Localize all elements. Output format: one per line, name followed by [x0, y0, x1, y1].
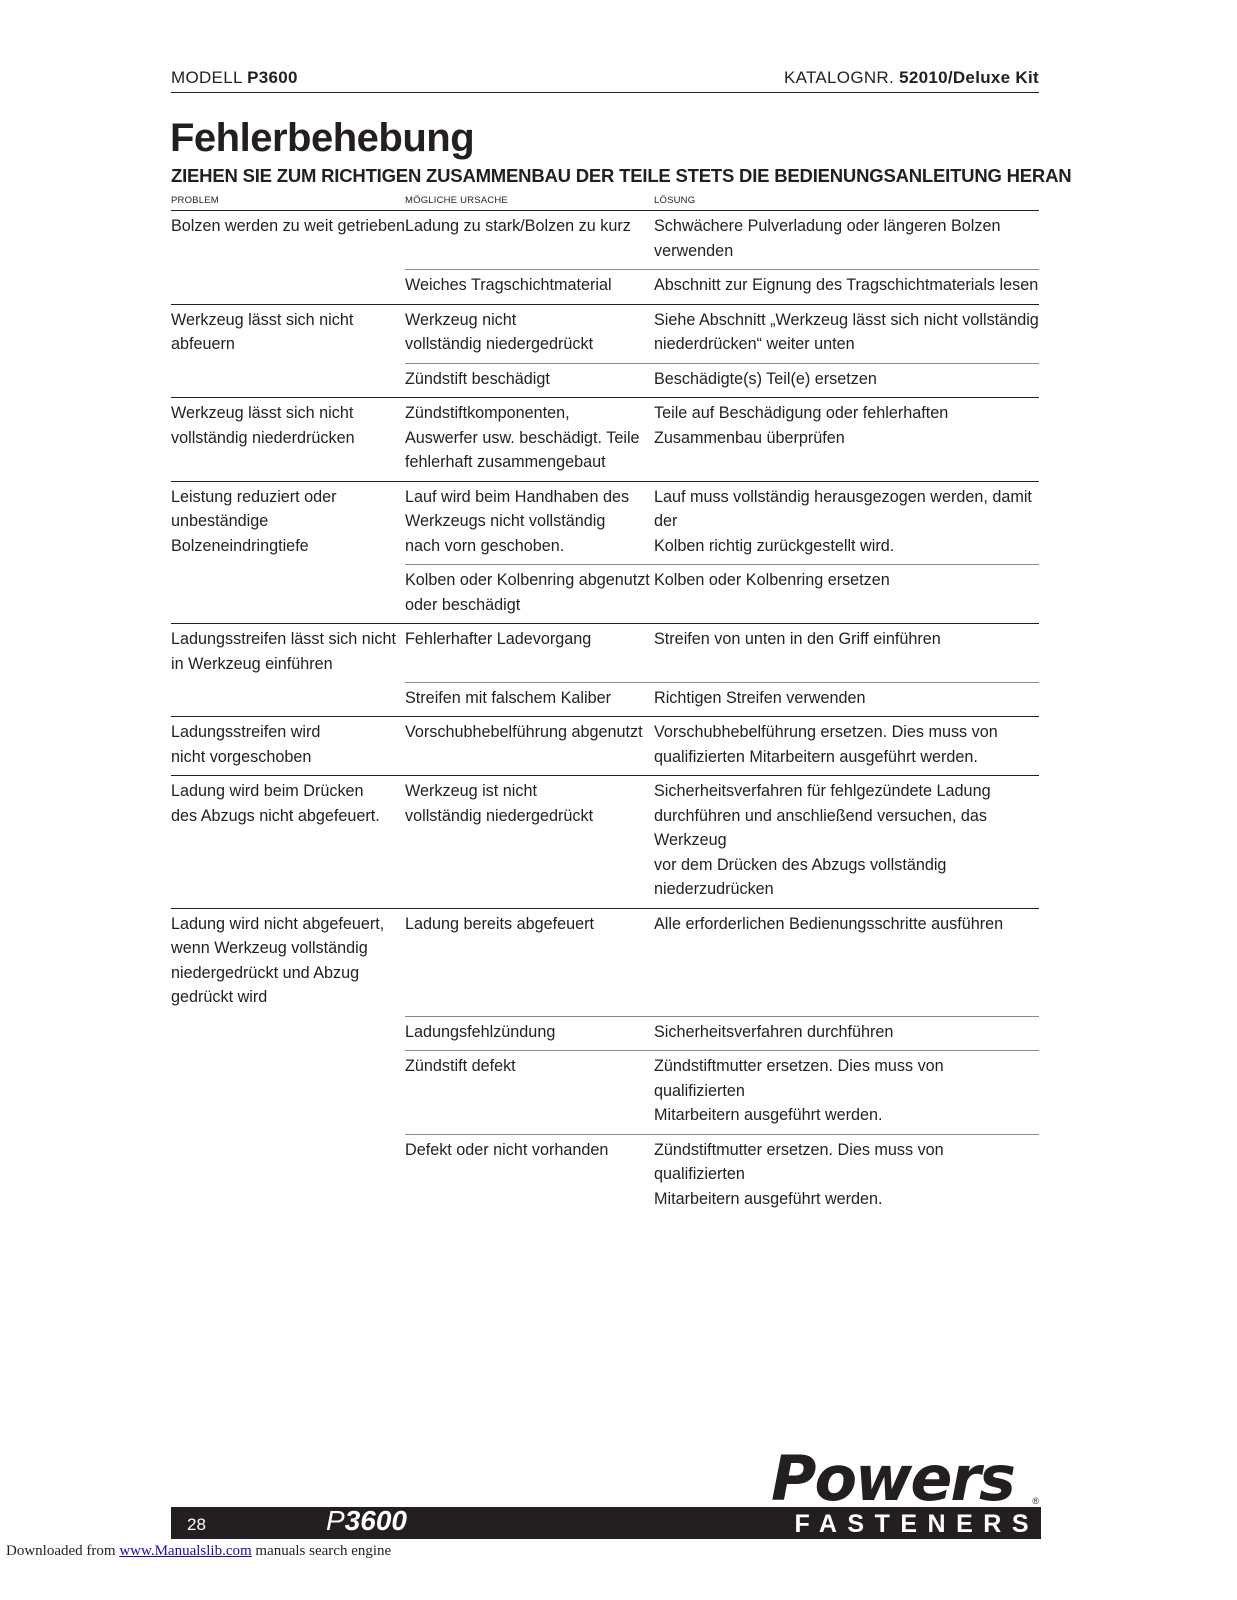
- problem-cell: Ladungsstreifen lässt sich nicht in Werkzeug einführen: [171, 624, 405, 683]
- table-row: [171, 363, 1039, 398]
- footer-model: [326, 1505, 407, 1537]
- logo-powers-text: Powers: [771, 1442, 1014, 1515]
- problem-cell: [171, 363, 405, 398]
- cause-cell: Ladungsfehlzündung: [405, 1016, 654, 1051]
- page-number: 28: [187, 1515, 206, 1534]
- problem-cell: Leistung reduziert oder unbeständige Bolzeneindringtiefe: [171, 481, 405, 565]
- manualslib-link[interactable]: www.Manualslib.com: [119, 1543, 252, 1559]
- solution-cell: Richtigen Streifen verwenden: [654, 682, 1039, 717]
- solution-cell: Vorschubhebelführung ersetzen. Dies muss von qualifizierten Mitarbeitern ausgeführt werden.: [654, 717, 1039, 776]
- powers-fasteners-logo: [765, 1442, 1041, 1540]
- table-row: [171, 624, 1039, 683]
- footer-model-number: 3600: [344, 1505, 407, 1536]
- problem-cell: [171, 682, 405, 717]
- solution-cell: Schwächere Pulverladung oder längeren Bolzen verwenden: [654, 211, 1039, 270]
- catalog-value: 52010/Deluxe Kit: [899, 68, 1039, 87]
- solution-cell: Streifen von unten in den Griff einführen: [654, 624, 1039, 683]
- table-row: [171, 304, 1039, 363]
- cause-cell: Streifen mit falschem Kaliber: [405, 682, 654, 717]
- model-label: MODELL: [171, 68, 243, 87]
- download-notice: [6, 1543, 391, 1560]
- page-header: [171, 68, 1039, 93]
- column-header-cause: MÖGLICHE URSACHE: [405, 195, 508, 206]
- table-row: [171, 776, 1039, 909]
- solution-cell: Beschädigte(s) Teil(e) ersetzen: [654, 363, 1039, 398]
- problem-cell: Werkzeug lässt sich nicht vollständig niederdrücken: [171, 398, 405, 482]
- problem-cell: [171, 1016, 405, 1051]
- cause-cell: Kolben oder Kolbenring abgenutzt oder beschädigt: [405, 565, 654, 624]
- problem-cell: Ladungsstreifen wird nicht vorgeschoben: [171, 717, 405, 776]
- column-header-solution: LÖSUNG: [654, 195, 696, 206]
- table-row: [171, 717, 1039, 776]
- table-row: [171, 682, 1039, 717]
- catalog-label: KATALOGNR.: [783, 68, 895, 87]
- problem-cell: Bolzen werden zu weit getrieben: [171, 211, 405, 270]
- model-info: [171, 68, 298, 88]
- problem-cell: Werkzeug lässt sich nicht abfeuern: [171, 304, 405, 363]
- logo-registered-mark: ®: [1032, 1496, 1039, 1506]
- solution-cell: Alle erforderlichen Bedienungsschritte ausführen: [654, 908, 1039, 1016]
- cause-cell: Ladung zu stark/Bolzen zu kurz: [405, 211, 654, 270]
- cause-cell: Ladung bereits abgefeuert: [405, 908, 654, 1016]
- cause-cell: Fehlerhafter Ladevorgang: [405, 624, 654, 683]
- problem-cell: [171, 1134, 405, 1217]
- solution-cell: Kolben oder Kolbenring ersetzen: [654, 565, 1039, 624]
- problem-cell: [171, 565, 405, 624]
- table-row: [171, 1134, 1039, 1217]
- cause-cell: Zündstift defekt: [405, 1051, 654, 1135]
- logo-fasteners-text: FASTENERS: [794, 1510, 1039, 1538]
- cause-cell: Werkzeug ist nicht vollständig niedergedrückt: [405, 776, 654, 909]
- model-value: P3600: [247, 68, 298, 87]
- page-subtitle: ZIEHEN SIE ZUM RICHTIGEN ZUSAMMENBAU DER TEILE STETS DIE BEDIENUNGSANLEITUNG HERAN: [171, 165, 1072, 186]
- column-header-problem: PROBLEM: [171, 195, 219, 206]
- problem-cell: [171, 1051, 405, 1135]
- solution-cell: Sicherheitsverfahren für fehlgezündete Ladung durchführen und anschließend versuchen, das Werkzeug vor dem Drücken des Abzugs vollständig niederzudrücken: [654, 776, 1039, 909]
- table-row: [171, 211, 1039, 270]
- cause-cell: Vorschubhebelführung abgenutzt: [405, 717, 654, 776]
- table-row: [171, 565, 1039, 624]
- cause-cell: Lauf wird beim Handhaben des Werkzeugs nicht vollständig nach vorn geschoben.: [405, 481, 654, 565]
- page-title: Fehlerbehebung: [170, 116, 475, 160]
- problem-cell: Ladung wird beim Drücken des Abzugs nicht abgefeuert.: [171, 776, 405, 909]
- table-row: [171, 270, 1039, 305]
- solution-cell: Siehe Abschnitt „Werkzeug lässt sich nicht vollständig niederdrücken“ weiter unten: [654, 304, 1039, 363]
- cause-cell: Zündstiftkomponenten, Auswerfer usw. beschädigt. Teile fehlerhaft zusammengebaut: [405, 398, 654, 482]
- footer-model-prefix: P: [326, 1505, 345, 1536]
- solution-cell: Teile auf Beschädigung oder fehlerhaften Zusammenbau überprüfen: [654, 398, 1039, 482]
- solution-cell: Sicherheitsverfahren durchführen: [654, 1016, 1039, 1051]
- troubleshooting-table: [171, 210, 1039, 1217]
- table-row: [171, 1016, 1039, 1051]
- download-prefix: Downloaded from: [6, 1543, 120, 1559]
- table-row: [171, 1051, 1039, 1135]
- cause-cell: Werkzeug nicht vollständig niedergedrückt: [405, 304, 654, 363]
- catalog-info: [784, 68, 1039, 88]
- cause-cell: Defekt oder nicht vorhanden: [405, 1134, 654, 1217]
- solution-cell: Zündstiftmutter ersetzen. Dies muss von qualifizierten Mitarbeitern ausgeführt werden.: [654, 1051, 1039, 1135]
- solution-cell: Lauf muss vollständig herausgezogen werden, damit der Kolben richtig zurückgestellt wird.: [654, 481, 1039, 565]
- solution-cell: Zündstiftmutter ersetzen. Dies muss von qualifizierten Mitarbeitern ausgeführt werden.: [654, 1134, 1039, 1217]
- cause-cell: Zündstift beschädigt: [405, 363, 654, 398]
- table-row: [171, 481, 1039, 565]
- problem-cell: [171, 270, 405, 305]
- table-row: [171, 398, 1039, 482]
- cause-cell: Weiches Tragschichtmaterial: [405, 270, 654, 305]
- problem-cell: Ladung wird nicht abgefeuert, wenn Werkzeug vollständig niedergedrückt und Abzug gedrückt wird: [171, 908, 405, 1016]
- table-row: [171, 908, 1039, 1016]
- solution-cell: Abschnitt zur Eignung des Tragschichtmaterials lesen: [654, 270, 1039, 305]
- download-suffix: manuals search engine: [251, 1543, 392, 1559]
